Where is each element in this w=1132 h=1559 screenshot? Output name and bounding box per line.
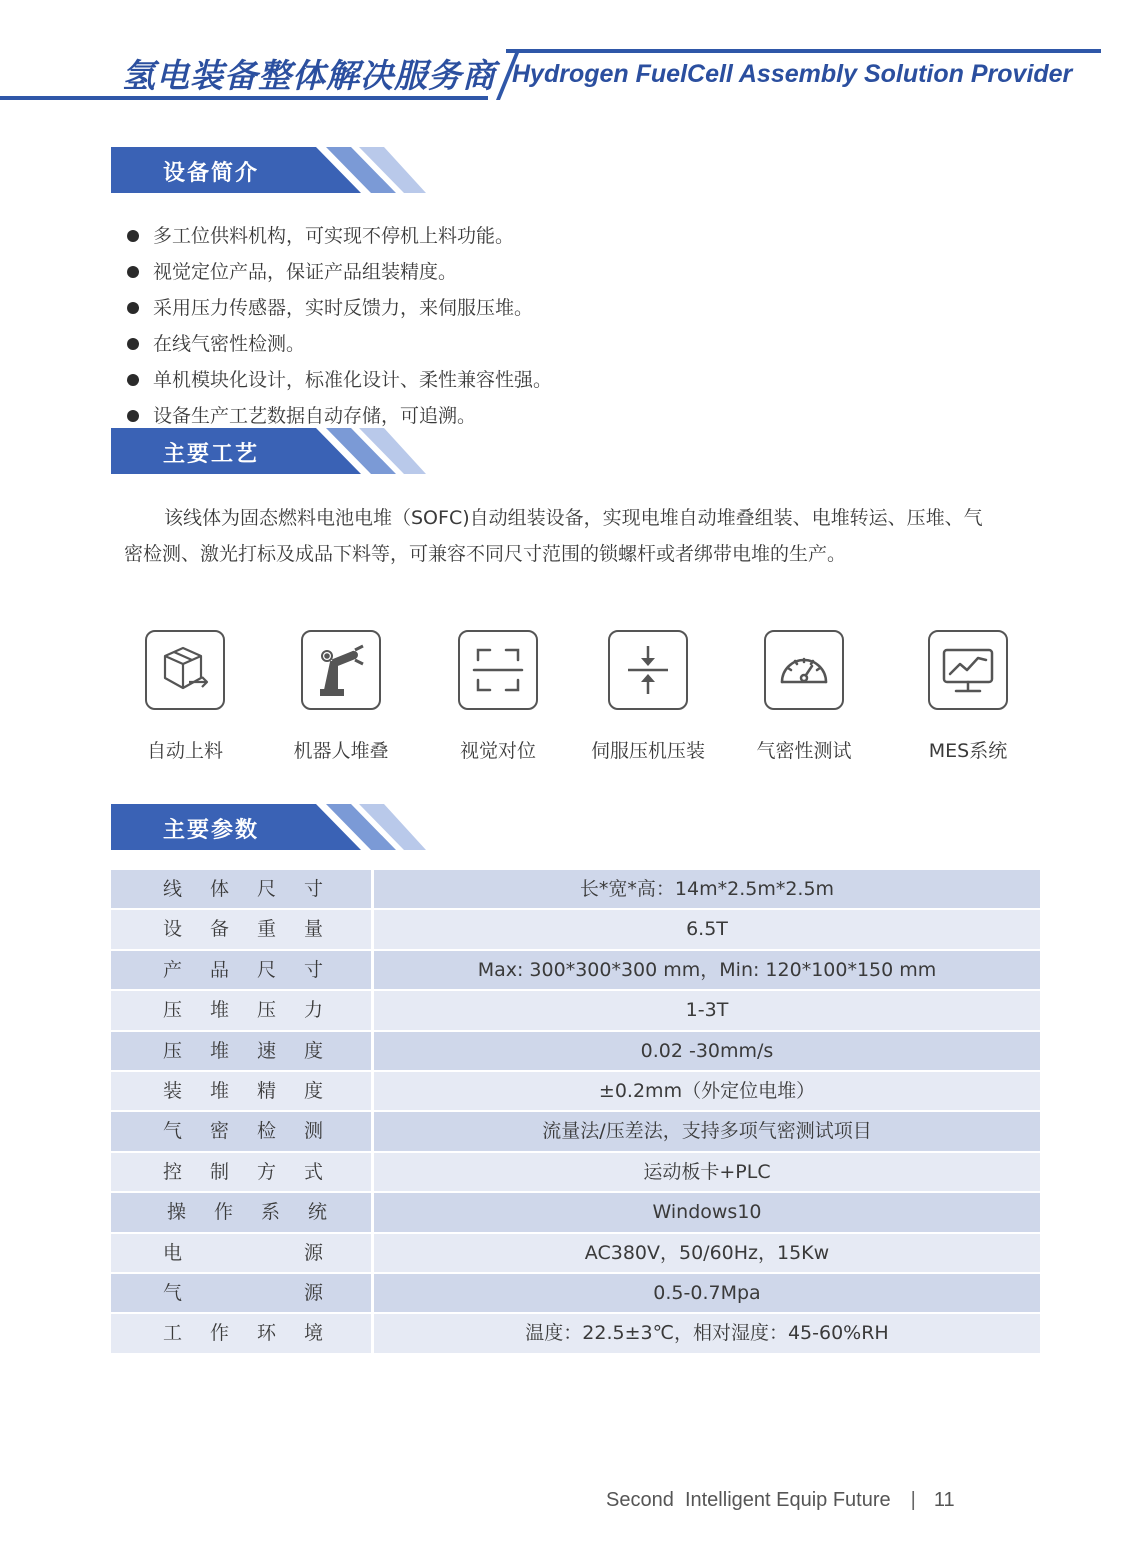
monitor-chart-icon	[928, 630, 1008, 710]
bullet-dot-icon	[127, 410, 139, 422]
process-description: 该线体为固态燃料电池电堆（SOFC)自动组装设备，实现电堆自动堆叠组装、电堆转运、压堆、气 密检测、激光打标及成品下料等，可兼容不同尺寸范围的锁螺杆或者绑带电堆的生产。	[124, 507, 983, 565]
table-row: 工 作 环 境 温度：22.5±3℃，相对湿度：45-60%RH	[111, 1314, 1040, 1354]
list-item: 多工位供料机构，可实现不停机上料功能。	[127, 222, 552, 258]
table-row: 气 源 0.5-0.7Mpa	[111, 1274, 1040, 1314]
list-item: 视觉定位产品，保证产品组装精度。	[127, 258, 552, 294]
page-number: 11	[933, 1489, 955, 1511]
feature-label: 伺服压机压装	[590, 740, 705, 762]
params-table	[111, 870, 1040, 1355]
section-banner-params	[111, 804, 426, 850]
table-row: 电 源 AC380V，50/60Hz，15Kw	[111, 1234, 1040, 1274]
scan-frame-icon	[458, 630, 538, 710]
table-row: 设 备 重 量 6.5T	[111, 910, 1040, 950]
list-item: 采用压力传感器，实时反馈力，来伺服压堆。	[127, 294, 552, 330]
table-row: 线 体 尺 寸 长*宽*高：14m*2.5m*2.5m	[111, 870, 1040, 910]
table-row: 产 品 尺 寸 Max: 300*300*300 mm，Min: 120*100*150 mm	[111, 951, 1040, 991]
table-row: 气 密 检 测 流量法/压差法，支持多项气密测试项目	[111, 1112, 1040, 1152]
feature-label: 视觉对位	[459, 740, 536, 762]
feature-label: 机器人堆叠	[293, 740, 389, 762]
table-row: 控 制 方 式 运动板卡+PLC	[111, 1153, 1040, 1193]
table-row: 压 堆 速 度 0.02 -30mm/s	[111, 1032, 1040, 1072]
robot-arm-icon	[301, 630, 381, 710]
bullet-dot-icon	[127, 338, 139, 350]
feature-label: 自动上料	[146, 740, 223, 762]
table-row: 装 堆 精 度 ±0.2mm（外定位电堆）	[111, 1072, 1040, 1112]
press-icon	[608, 630, 688, 710]
feature-label: 气密性测试	[756, 740, 852, 762]
section-title-intro: 设备简介	[163, 161, 260, 186]
section-title-params: 主要参数	[163, 818, 260, 843]
page-footer	[606, 1489, 955, 1512]
section-banner-process	[111, 428, 426, 474]
banner-shape	[111, 804, 426, 850]
feature-label: MES系统	[928, 740, 1008, 762]
header-rule-right	[506, 49, 1101, 53]
section-title-process: 主要工艺	[163, 442, 260, 467]
intro-bullet-list	[127, 222, 552, 438]
footer-separator: |	[910, 1489, 916, 1511]
list-item: 单机模块化设计，标准化设计、柔性兼容性强。	[127, 366, 552, 402]
bullet-dot-icon	[127, 230, 139, 242]
banner-shape	[111, 428, 426, 474]
list-item: 设备生产工艺数据自动存储，可追溯。	[127, 402, 552, 438]
bullet-dot-icon	[127, 266, 139, 278]
section-banner-intro	[111, 147, 426, 193]
banner-shape	[111, 147, 426, 193]
gauge-icon	[764, 630, 844, 710]
footer-slogan: Second Intelligent Equip Future	[606, 1489, 891, 1511]
list-item: 在线气密性检测。	[127, 330, 552, 366]
header-title-cn: 氢电装备整体解决服务商	[122, 56, 496, 95]
bullet-dot-icon	[127, 302, 139, 314]
bullet-dot-icon	[127, 374, 139, 386]
box-arrow-icon	[145, 630, 225, 710]
header-title-en: Hydrogen FuelCell Assembly Solution Provider	[512, 60, 1073, 88]
table-row: 压 堆 压 力 1-3T	[111, 991, 1040, 1031]
table-row: 操 作 系 统 Windows10	[111, 1193, 1040, 1233]
